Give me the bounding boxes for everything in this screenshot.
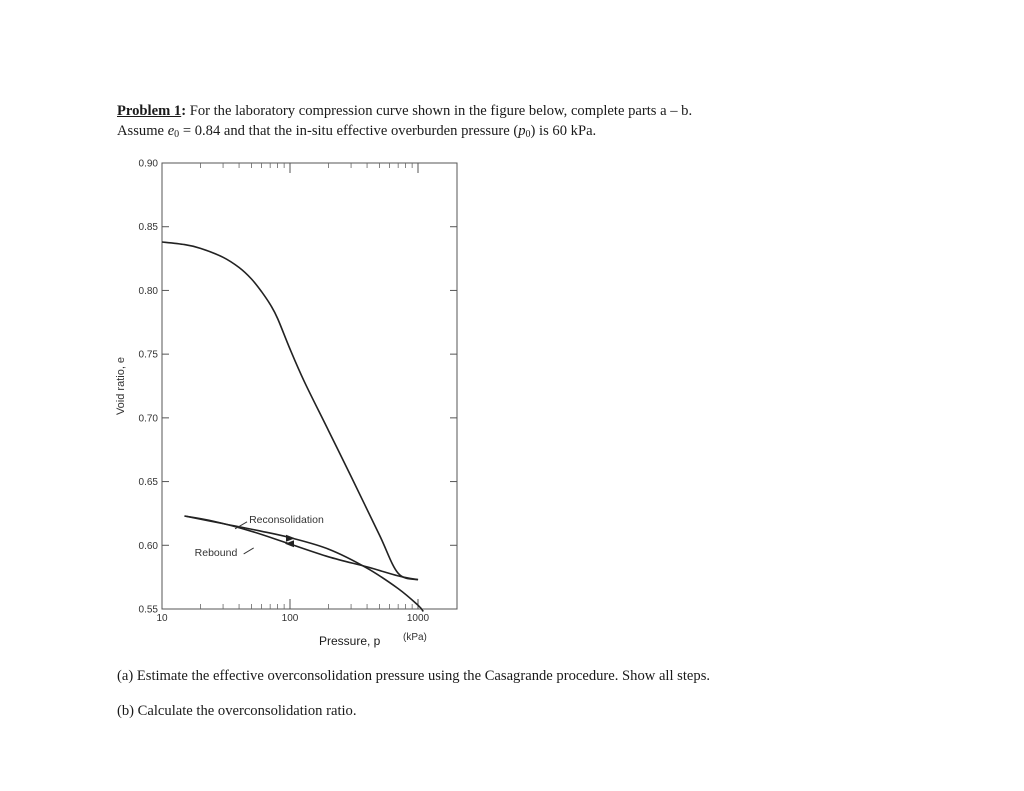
x-tick-labels <box>156 613 429 624</box>
e0-symbol: e <box>167 123 175 139</box>
y-axis-label: Void ratio, e <box>115 356 127 416</box>
problem-statement <box>117 101 897 141</box>
y-tick-label: 0.85 <box>138 222 158 234</box>
y-tick-label: 0.90 <box>138 158 158 170</box>
problem-line-1 <box>117 101 897 121</box>
annotation-leader-rebound <box>244 548 254 554</box>
part-a: (a) Estimate the effective overconsolidation pressure using the Casagrande procedure. Show all steps. <box>117 668 711 684</box>
y-tick-label: 0.55 <box>138 604 158 616</box>
problem-heading-colon: : <box>181 103 187 119</box>
compression-curve-figure <box>106 150 486 655</box>
y-tick-label: 0.60 <box>138 540 158 552</box>
y-tick-label: 0.65 <box>138 477 158 489</box>
e0-subscript: 0 <box>174 129 180 140</box>
reconsolidation-curve <box>185 513 424 612</box>
y-tick-label: 0.70 <box>138 413 158 425</box>
compression-curve-chart <box>106 150 486 655</box>
p0-symbol: p <box>518 123 526 139</box>
problem-line-2 <box>117 121 897 141</box>
p0-subscript: 0 <box>525 129 531 140</box>
y-tick-label: 0.75 <box>138 349 158 361</box>
y-tick-label: 0.80 <box>138 285 158 297</box>
x-tick-label: 10 <box>156 613 168 624</box>
direction-arrows <box>285 535 295 547</box>
problem-line-1-text: For the laboratory compression curve shown in the figure below, complete parts a – b. <box>186 103 693 119</box>
y-tick-labels <box>139 159 159 616</box>
problem-line-2-post: ) is 60 kPa. <box>530 123 597 139</box>
loading-curve <box>162 242 418 580</box>
annotation-reconsolidation: Reconsolidation <box>249 513 324 526</box>
problem-line-2-mid: = 0.84 and that the in-situ effective overburden pressure ( <box>179 123 519 139</box>
x-axis-label: Pressure, p <box>319 634 381 648</box>
annotation-rebound: Rebound <box>194 546 238 559</box>
x-tick-label: 100 <box>281 613 299 624</box>
x-axis-unit: (kPa) <box>403 632 427 643</box>
x-tick-label: 1000 <box>406 613 430 624</box>
part-b: (b) Calculate the overconsolidation ratio. <box>117 703 357 719</box>
problem-line-2-pre: Assume <box>117 123 168 139</box>
problem-heading: Problem 1 <box>117 103 182 119</box>
